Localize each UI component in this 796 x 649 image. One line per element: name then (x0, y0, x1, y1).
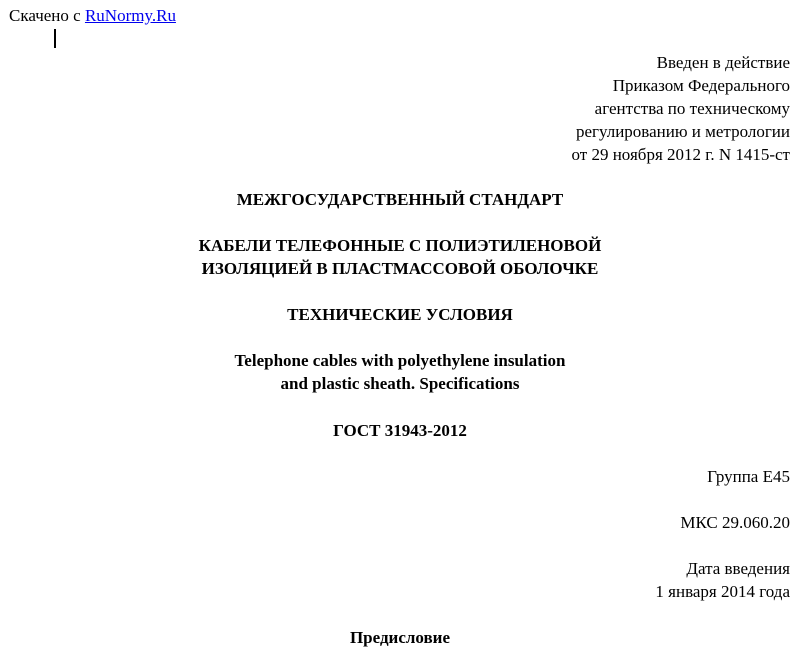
standard-type-heading (0, 188, 796, 211)
decree-line: от 29 ноября 2012 г. N 1415-ст (571, 145, 790, 164)
decree-line: Введен в действие (656, 53, 790, 72)
foreword-title: Предисловие (349, 628, 451, 647)
decree-line: Приказом Федерального (612, 76, 790, 95)
decree-line: регулированию и метрологии (575, 122, 790, 141)
subtitle-ru: ТЕХНИЧЕСКИЕ УСЛОВИЯ (287, 305, 513, 324)
standard-designation: ГОСТ 31943-2012 (333, 421, 467, 440)
title-en-line2: and plastic sheath. Specifications (280, 374, 520, 393)
title-en (0, 349, 796, 395)
intro-date-label: Дата введения (686, 559, 790, 578)
source-prefix: Скачено с (9, 6, 85, 25)
title-ru-line1: КАБЕЛИ ТЕЛЕФОННЫЕ С ПОЛИЭТИЛЕНОВОЙ (198, 236, 602, 255)
group-code: Группа Е45 (707, 467, 790, 486)
decree-line: агентства по техническому (594, 99, 790, 118)
decree-block (572, 51, 791, 166)
title-ru-line2: ИЗОЛЯЦИЕЙ В ПЛАСТМАССОВОЙ ОБОЛОЧКЕ (201, 259, 599, 278)
subtitle-ru-block (0, 303, 796, 326)
title-en-line1: Telephone cables with polyethylene insulation (234, 351, 566, 370)
text-cursor (54, 29, 56, 48)
mks-code: МКС 29.060.20 (680, 513, 790, 532)
source-link[interactable]: RuNormy.Ru (84, 6, 176, 25)
standard-type: МЕЖГОСУДАРСТВЕННЫЙ СТАНДАРТ (236, 190, 564, 209)
designation-block (0, 419, 796, 442)
intro-date-value: 1 января 2014 года (655, 582, 790, 601)
source-line (9, 6, 176, 26)
title-ru (0, 234, 796, 280)
